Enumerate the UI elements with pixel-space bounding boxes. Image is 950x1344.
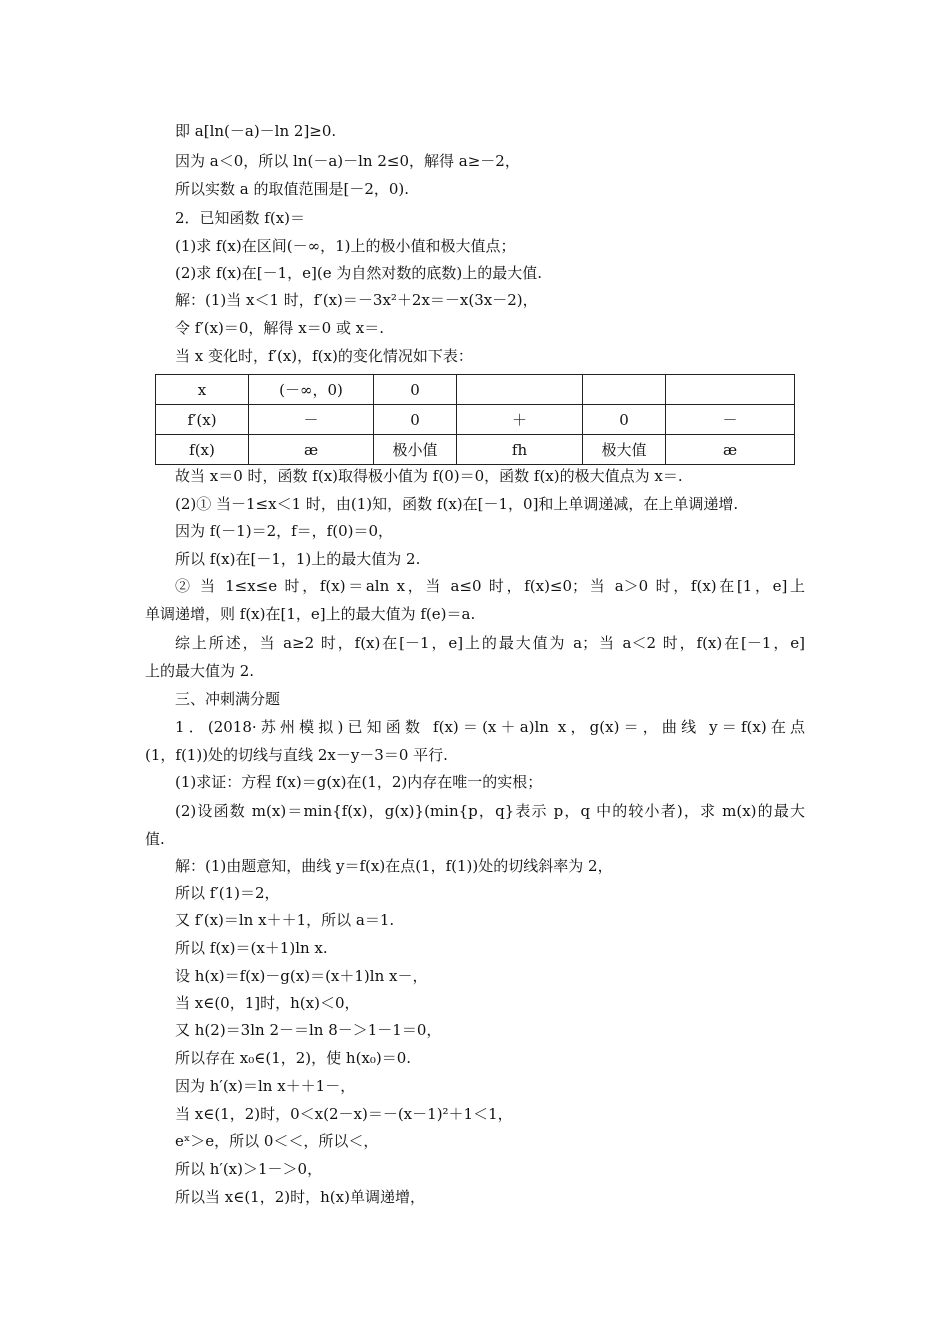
line: (2)求 f(x)在[－1，e](e 为自然对数的底数)上的最大值. bbox=[175, 264, 542, 282]
table-cell bbox=[457, 375, 583, 405]
table-cell: (－∞，0) bbox=[249, 375, 374, 405]
line: (1)求 f(x)在区间(－∞，1)上的极小值和极大值点； bbox=[175, 237, 516, 255]
paragraph-line: (2)设函数 m(x)＝min{f(x)，g(x)}(min{p，q}表示 p，q 中的较小者)，求 m(x)的最大 bbox=[175, 802, 805, 820]
line: 解：(1)由题意知，曲线 y＝f(x)在点(1，f(1))处的切线斜率为 2， bbox=[175, 857, 613, 875]
table-cell: ＋ bbox=[457, 405, 583, 435]
line: 故当 x＝0 时，函数 f(x)取得极小值为 f(0)＝0，函数 f(x)的极大值点为 x＝. bbox=[175, 467, 683, 485]
line: 所以 f(x)＝(x＋1)ln x. bbox=[175, 939, 328, 957]
table-cell: 极小值 bbox=[374, 435, 457, 465]
line: 即 a[ln(－a)－ln 2]≥0. bbox=[175, 122, 337, 140]
table-row bbox=[156, 405, 795, 435]
paragraph-line: ② 当 1≤x≤e 时，f(x)＝aln x，当 a≤0 时，f(x)≤0；当 a＞0 时，f(x)在[1，e]上 bbox=[175, 577, 805, 595]
table-cell: 0 bbox=[583, 405, 666, 435]
variation-table bbox=[155, 374, 795, 465]
table-row bbox=[156, 435, 795, 465]
line: (1)求证：方程 f(x)＝g(x)在(1，2)内存在唯一的实根； bbox=[175, 773, 543, 791]
table-cell: f(x) bbox=[156, 435, 249, 465]
table-cell: － bbox=[666, 405, 795, 435]
line: 令 f′(x)＝0，解得 x＝0 或 x＝. bbox=[175, 319, 384, 337]
table-cell: 0 bbox=[374, 375, 457, 405]
paragraph-line: 1．(2018·苏州模拟)已知函数 f(x)＝(x＋a)ln x，g(x)＝，曲线 y＝f(x)在点 bbox=[175, 718, 805, 736]
line: 所以实数 a 的取值范围是[－2，0). bbox=[175, 180, 410, 198]
line: eˣ＞e，所以 0＜＜，所以＜， bbox=[175, 1132, 379, 1150]
paragraph-line: 单调递增，则 f(x)在[1，e]上的最大值为 f(e)＝a. bbox=[145, 605, 476, 623]
line: 所以存在 x₀∈(1，2)，使 h(x₀)＝0. bbox=[175, 1049, 412, 1067]
line: 所以当 x∈(1，2)时，h(x)单调递增， bbox=[175, 1188, 425, 1206]
line: 所以 f(x)在[－1，1)上的最大值为 2. bbox=[175, 550, 421, 568]
table-cell: fh bbox=[457, 435, 583, 465]
table-cell: æ bbox=[666, 435, 795, 465]
problem-heading: 2．已知函数 f(x)＝ bbox=[175, 209, 306, 227]
table-cell: － bbox=[249, 405, 374, 435]
table-row bbox=[156, 375, 795, 405]
table-cell: 0 bbox=[374, 405, 457, 435]
table-cell: æ bbox=[249, 435, 374, 465]
paragraph-line: 综上所述，当 a≥2 时，f(x)在[－1，e]上的最大值为 a；当 a＜2 时，f(x)在[－1，e] bbox=[175, 634, 805, 652]
line: 因为 a＜0，所以 ln(－a)－ln 2≤0，解得 a≥－2， bbox=[175, 152, 520, 170]
table-cell: 极大值 bbox=[583, 435, 666, 465]
line: 因为 f(－1)＝2，f＝，f(0)＝0， bbox=[175, 522, 394, 540]
line: 所以 f′(1)＝2， bbox=[175, 884, 280, 902]
table-cell bbox=[583, 375, 666, 405]
line: 解：(1)当 x＜1 时，f′(x)＝－3x²＋2x＝－x(3x－2)， bbox=[175, 291, 538, 309]
section-title: 三、冲刺满分题 bbox=[175, 690, 281, 708]
paragraph-line: 值. bbox=[145, 830, 165, 848]
line: (2)① 当－1≤x＜1 时，由(1)知，函数 f(x)在[－1，0]和上单调递减，在上单调递增. bbox=[175, 495, 739, 513]
line: 又 f′(x)＝ln x＋＋1，所以 a＝1. bbox=[175, 911, 395, 929]
line: 当 x∈(1，2)时，0＜x(2－x)＝－(x－1)²＋1＜1， bbox=[175, 1105, 513, 1123]
table-cell: x bbox=[156, 375, 249, 405]
line: 因为 h′(x)＝ln x＋＋1－， bbox=[175, 1077, 356, 1095]
table-cell bbox=[666, 375, 795, 405]
line: 当 x∈(0，1]时，h(x)＜0， bbox=[175, 994, 360, 1012]
line: 又 h(2)＝3ln 2－＝ln 8－＞1－1＝0， bbox=[175, 1021, 442, 1039]
table-cell: f′(x) bbox=[156, 405, 249, 435]
line: 所以 h′(x)＞1－＞0， bbox=[175, 1160, 323, 1178]
line: 设 h(x)＝f(x)－g(x)＝(x＋1)ln x－， bbox=[175, 967, 428, 985]
paragraph-line: 上的最大值为 2. bbox=[145, 662, 255, 680]
paragraph-line: (1，f(1))处的切线与直线 2x－y－3＝0 平行. bbox=[145, 746, 448, 764]
line: 当 x 变化时，f′(x)，f(x)的变化情况如下表： bbox=[175, 347, 473, 365]
